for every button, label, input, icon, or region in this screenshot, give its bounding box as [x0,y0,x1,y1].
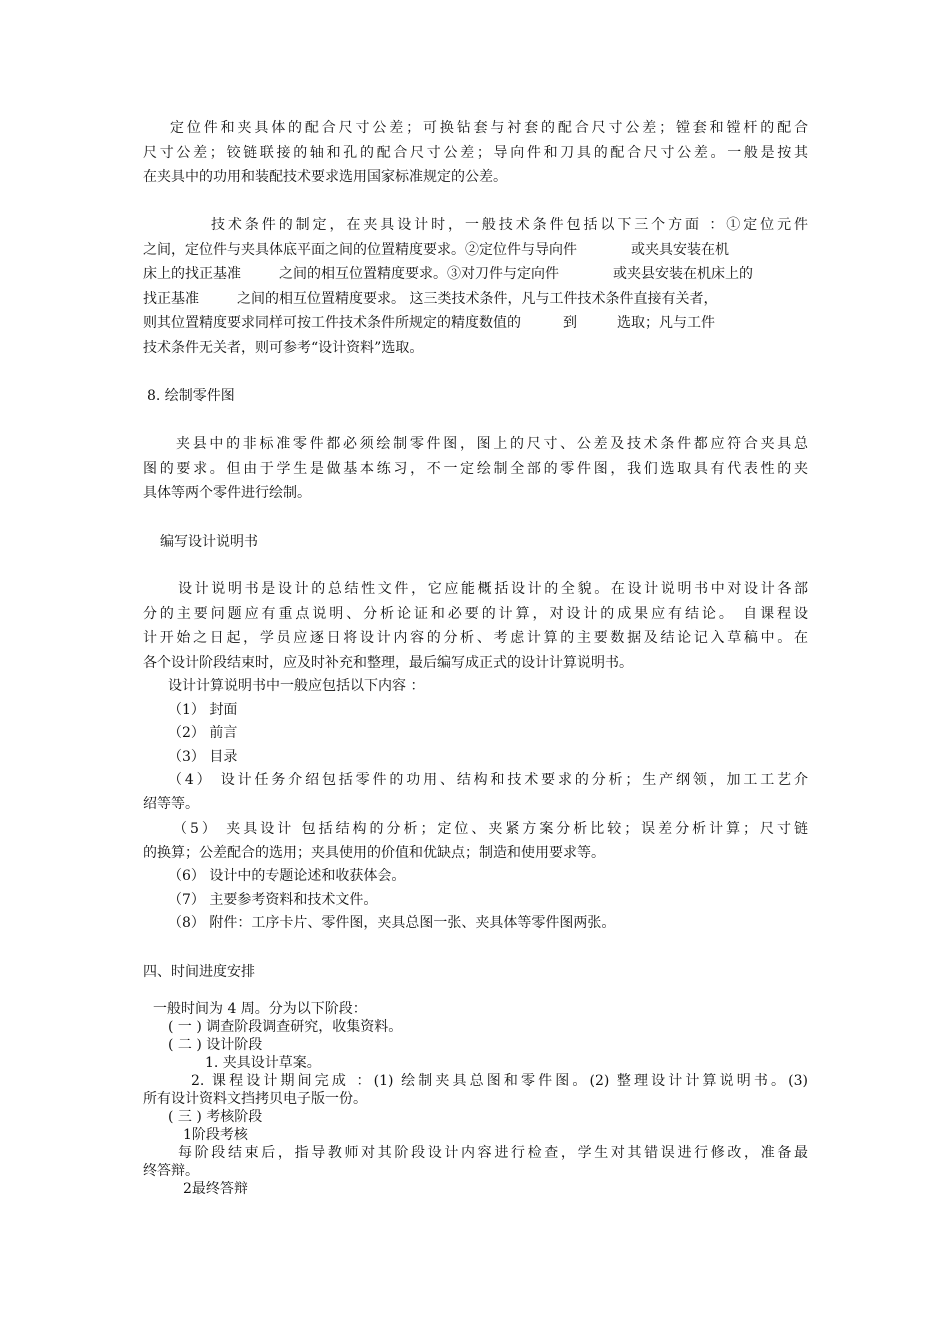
text-line: 床上的找正基准 之间的相互位置精度要求。③对刀件与定向件 或夹县安装在机床上的 [143,266,753,282]
text-line: 定位件和夹具体的配合尺寸公差；可换钻套与衬套的配合尺寸公差；镗套和镗杆的配合 [170,120,808,136]
schedule-stage: ( 一 ) 调查阶段调查研究，收集资料。 [168,1019,403,1035]
list-item: （8） 附件：工序卡片、零件图，夹具总图一张、夹具体等零件图两张。 [168,915,616,931]
text-line: 尺寸公差；铰链联接的轴和孔的配合尺寸公差；导向件和刀具的配合尺寸公差。一般是按其 [143,144,808,161]
schedule-stage: ( 三 ) 考核阶段 [168,1109,263,1125]
paragraph-design-manual [143,577,808,675]
list-item-continuation: 的换算；公差配合的选用；夹具使用的价值和优缺点；制造和使用要求等。 [143,844,605,861]
text-line: 分的主要问题应有重点说明、分析论证和必要的计算，对设计的成果应有结论。 自课程设 [143,605,808,622]
text-line: 在夹具中的功用和装配技术要求选用国家标准规定的公差。 [143,169,507,185]
schedule-step: 1阶段考核 [183,1127,248,1143]
text-line: 技术条件无关者，则可参考“设计资料”选取。 [143,339,424,356]
text-line: 设计说明书是设计的总结性文件，它应能概括设计的全貌。在设计说明书中对设计各部 [178,581,808,597]
schedule-step: 2最终答辩 [183,1181,248,1197]
schedule-step-continuation: 所有设计资料文挡拷贝电子版一份。 [143,1091,367,1107]
schedule-step: 2. 课程设计期间完成 ：(1) 绘制夹具总图和零件图。(2) 整理设计计算说明书。(3) [191,1073,808,1089]
text-line: 图的要求。但由于学生是做基本练习，不一定绘制全部的零件图，我们选取具有代表性的夹 [143,460,808,477]
paragraph-part-drawings [143,432,808,506]
text-line: 找正基准 之间的相互位置精度要求。 这三类技术条件，凡与工件技术条件直接有关者， [143,290,718,307]
list-item: （1） 封面 [168,701,238,718]
paragraph-tolerances [143,116,808,190]
list-item: （6） 设计中的专题论述和收获体会。 [168,868,406,884]
paragraph-technical-conditions [143,213,808,360]
list-intro: 设计计算说明书中一般应包括以下内容 ： [168,678,425,694]
list-item: （7） 主要参考资料和技术文件。 [168,891,378,908]
schedule-step: 1. 夹具设计草案。 [205,1055,321,1071]
schedule-step-continuation: 终答辩。 [143,1163,199,1179]
schedule-section [143,1000,808,1198]
list-item: （2） 前言 [168,725,238,741]
section-heading-8: 8. 绘制零件图 [147,388,235,404]
list-item-continuation: 绍等等。 [143,795,199,812]
section-heading-4: 四、时间进度安排 [143,964,255,980]
schedule-intro: 一般时间为 4 周。分为以下阶段： [153,1001,367,1017]
text-line: 计开始之日起，学员应逐日将设计内容的分析、考虑计算的主要数据及结论记入草稿中。在 [143,630,808,646]
contents-list [143,675,808,936]
list-item: （3） 目录 [168,748,238,765]
list-item: （4） 设计任务介绍包括零件的功用、结构和技术要求的分析；生产纲领，加工工艺介 [168,772,808,788]
text-line: 之间，定位件与夹具体底平面之间的位置精度要求。②定位件与导向件 或夹具安装在机 [143,241,729,258]
text-line: 夹县中的非标准零件都必须绘制零件图，图上的尺寸、公差及技术条件都应符合夹具总 [176,436,808,452]
text-line: 技术条件的制定，在夹具设计时，一般技术条件包括以下三个方面 ：①定位元件 [211,217,808,233]
text-line: 各个设计阶段结束时，应及时补充和整理，最后编写成正式的设计计算说明书。 [143,654,633,671]
schedule-step-text: 每阶段结束后，指导教师对其阶段设计内容进行检查，学生对其错误进行修改，准备最 [178,1145,808,1161]
text-line: 具体等两个零件进行绘制。 [143,485,311,501]
section-heading-9: 编写设计说明书 [160,534,258,550]
schedule-stage: ( 二 ) 设计阶段 [168,1037,263,1053]
text-line: 则其位置精度要求同样可按工件技术条件所规定的精度数值的 到 选取；凡与工件 [143,315,715,331]
list-item: （5） 夹具设计 包括结构的分析；定位、夹紧方案分析比较；误差分析计算；尺寸链 [173,821,808,837]
